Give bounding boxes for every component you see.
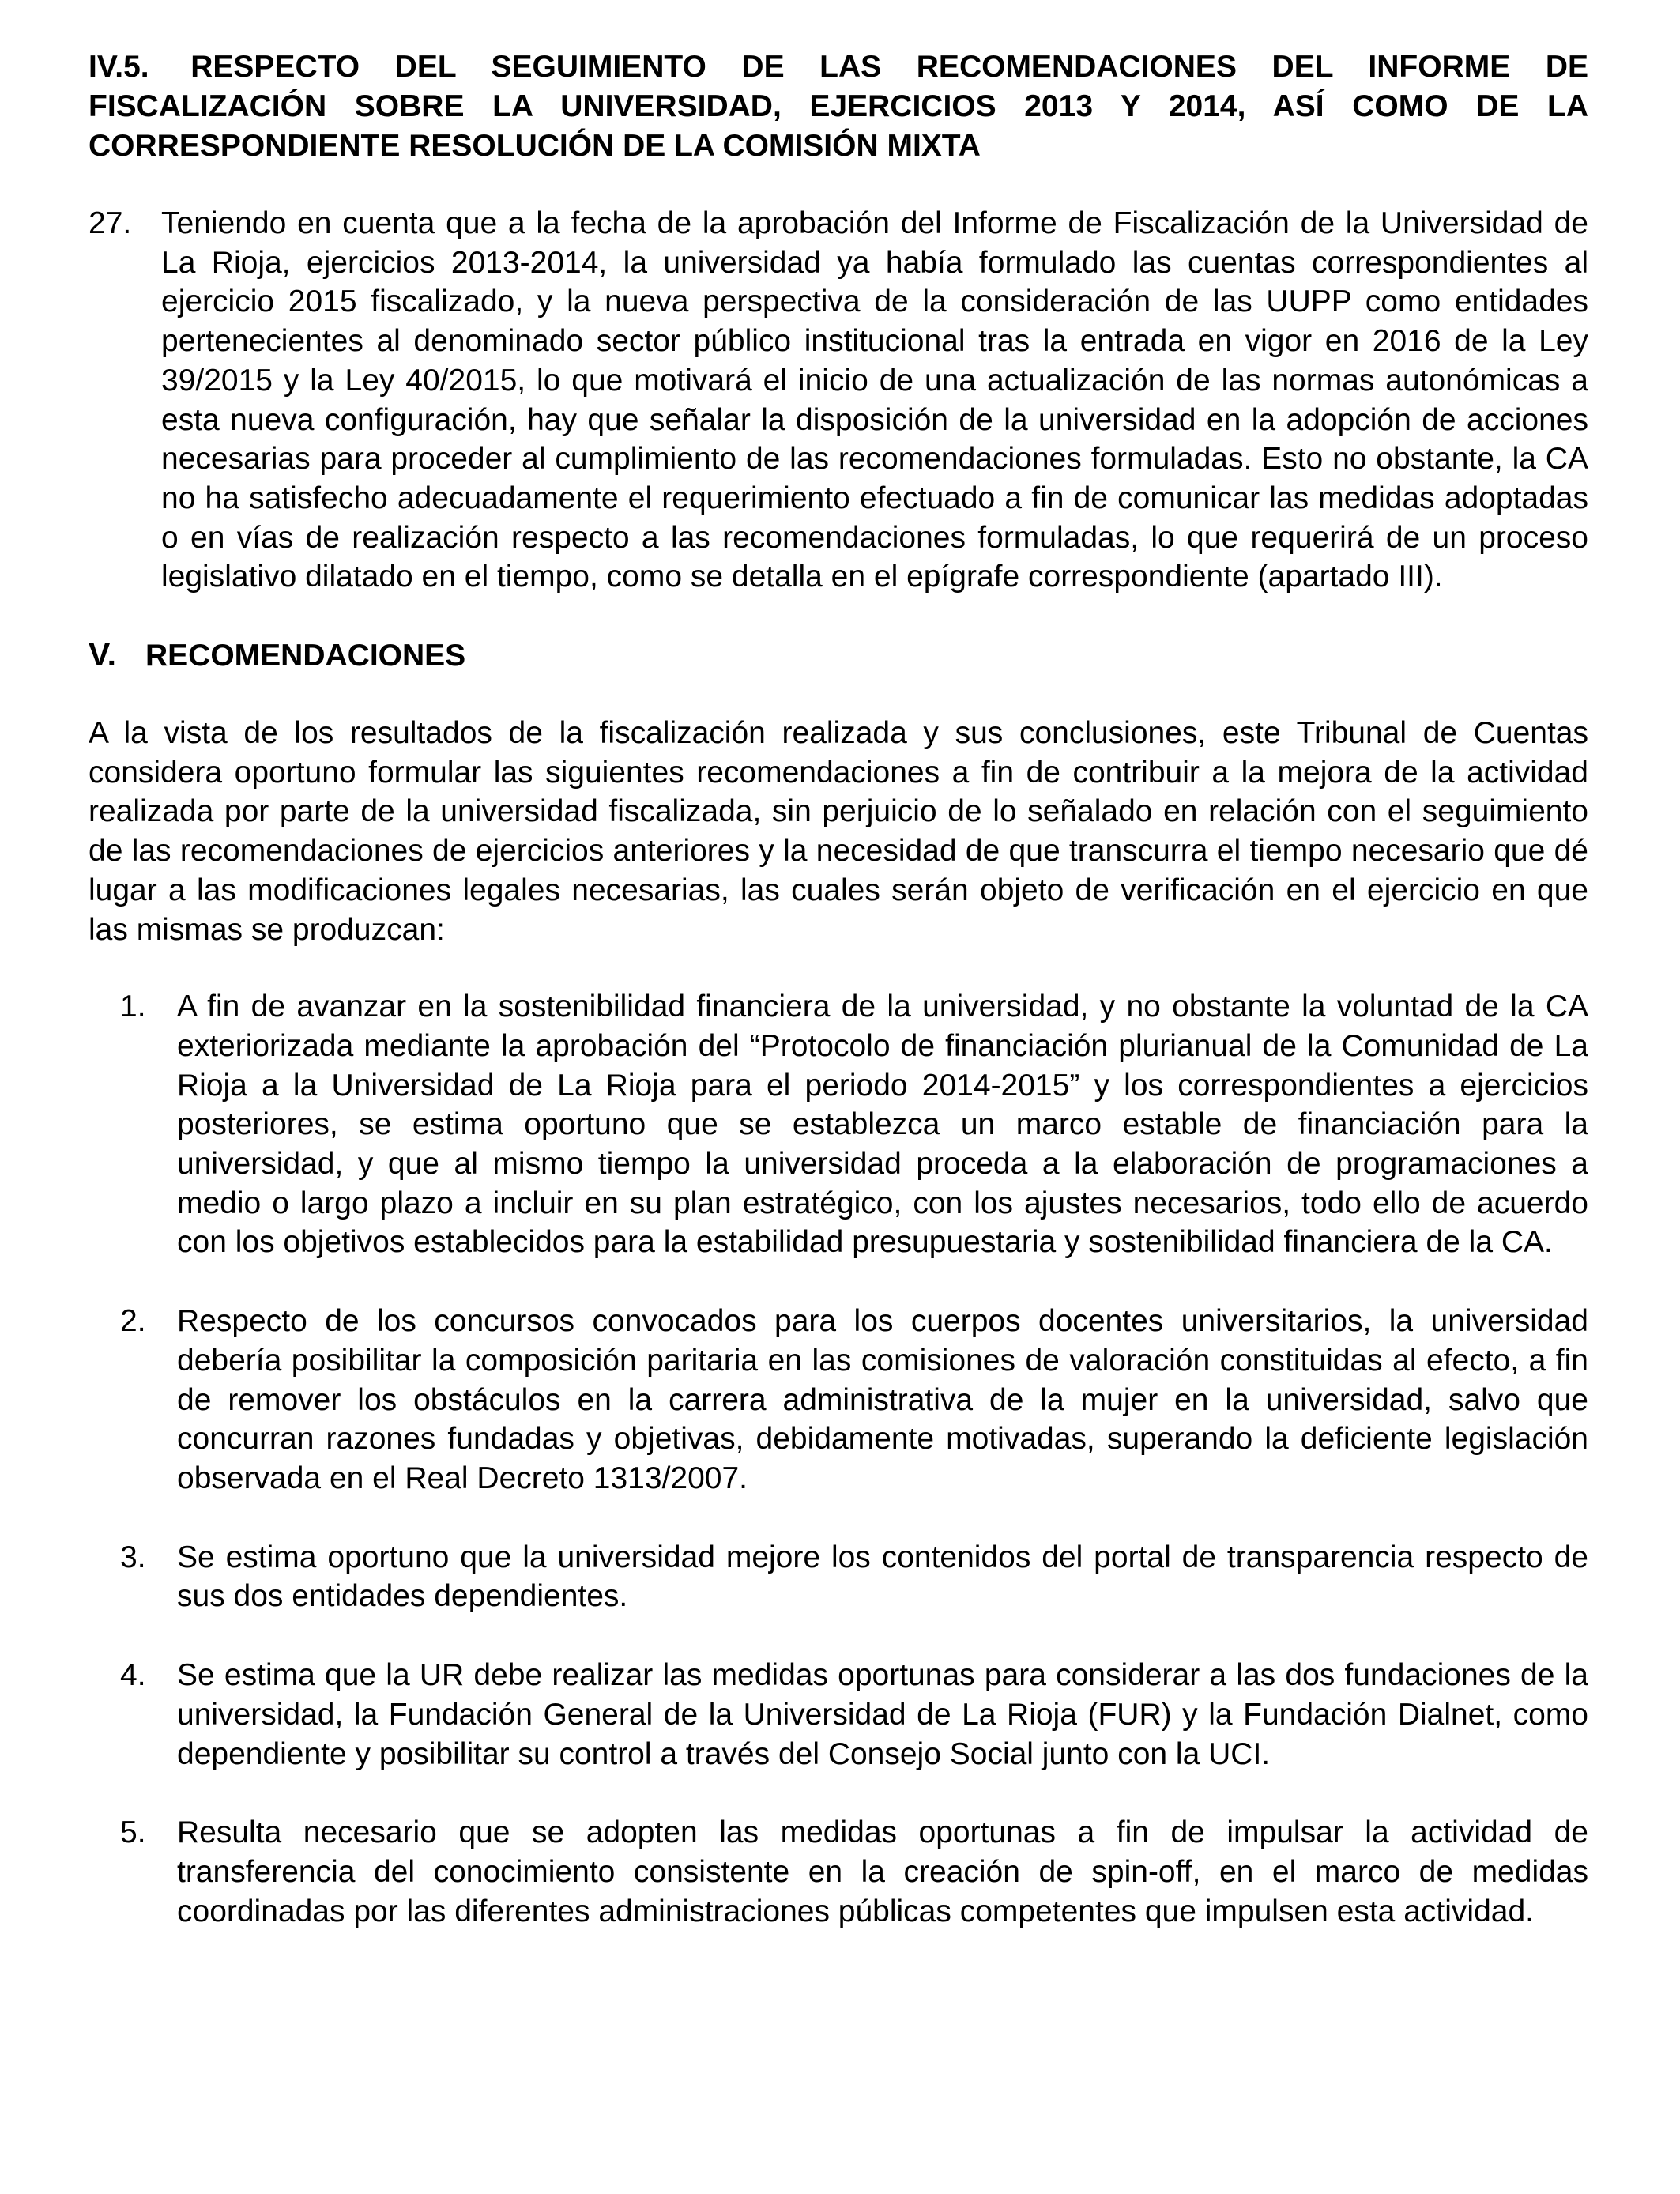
recommendation-text: Se estima oportuno que la universidad mejore los contenidos del portal de transparencia respecto de sus dos entidades dependientes.: [177, 1540, 1588, 1614]
section-title-v: [89, 635, 1588, 676]
recommendation-item: [89, 1656, 1588, 1774]
numbered-paragraph-27: [89, 204, 1588, 597]
recommendation-text: Respecto de los concursos convocados para los cuerpos docentes universitarios, la universidad debería posibilitar la composición paritaria en las comisiones de valoración constituidas al efecto, a fin de remover los obstáculos en la carrera administrativa de la mujer en la universidad, salvo que concurran razones fundadas y objetivas, debidamente motivadas, superando la deficiente legislación observada en el Real Decreto 1313/2007.: [177, 1304, 1588, 1495]
document-page: [89, 47, 1588, 1970]
paragraph-number: 27.: [89, 206, 132, 240]
intro-paragraph: A la vista de los resultados de la fiscalización realizada y sus conclusiones, este Tribunal de Cuentas considera oportuno formular las siguientes recomendaciones a fin de contribuir a la mejora de la actividad realizada por parte de la universidad fiscalizada, sin perjuicio de lo señalado en relación con el seguimiento de las recomendaciones de ejercicios anteriores y la necesidad de que transcurra el tiempo necesario que dé lugar a las modificaciones legales necesarias, las cuales serán objeto de verificación en el ejercicio en que las mismas se produzcan:: [89, 716, 1588, 947]
heading-number: IV.5.: [89, 50, 149, 84]
recommendation-number: 5.: [120, 1815, 146, 1850]
recommendation-text: Se estima que la UR debe realizar las medidas oportunas para considerar a las dos fundaciones de la universidad, la Fundación General de la Universidad de La Rioja (FUR) y la Fundación Dialnet, como dependiente y posibilitar su control a través del Consejo Social junto con la UCI.: [177, 1658, 1588, 1771]
recommendation-text: Resulta necesario que se adopten las medidas oportunas a fin de impulsar la actividad de transferencia del conocimiento consistente en la creación de spin-off, en el marco de medidas coordinadas por las diferentes administraciones públicas competentes que impulsen esta actividad.: [177, 1815, 1588, 1928]
recommendation-text: A fin de avanzar en la sostenibilidad financiera de la universidad, y no obstante la voluntad de la CA exteriorizada mediante la aprobación del “Protocolo de financiación plurianual de la Comunidad de La Rioja a la Universidad de La Rioja para el periodo 2014-2015” y los correspondientes a ejercicios posteriores, se estima oportuno que se establezca un marco estable de financiación para la universidad, y que al mismo tiempo la universidad proceda a la elaboración de programaciones a medio o largo plazo a incluir en su plan estratégico, con los ajustes necesarios, todo ello de acuerdo con los objetivos establecidos para la estabilidad presupuestaria y sostenibilidad financiera de la CA.: [177, 990, 1588, 1260]
heading-text: RESPECTO DEL SEGUIMIENTO DE LAS RECOMENDACIONES DEL INFORME DE FISCALIZACIÓN SOBRE LA UNIVERSIDAD, EJERCICIOS 2013 Y 2014, ASÍ COMO DE LA CORRESPONDIENTE RESOLUCIÓN DE LA COMISIÓN MIXTA: [89, 50, 1589, 163]
recommendation-item: [89, 1538, 1588, 1616]
recommendation-item: [89, 1302, 1588, 1498]
recommendation-item: [89, 987, 1588, 1262]
paragraph-text: Teniendo en cuenta que a la fecha de la aprobación del Informe de Fiscalización de la Universidad de La Rioja, ejercicios 2013-2014, la universidad ya había formulado las cuentas correspondientes al ejercicio 2015 fiscalizado, y la nueva perspectiva de la consideración de las UUPP como entidades pertenecientes al denominado sector público institucional tras la entrada en vigor en 2016 de la Ley 39/2015 y la Ley 40/2015, lo que motivará el inicio de una actualización de las normas autonómicas a esta nueva configuración, hay que señalar la disposición de la universidad en la adopción de acciones necesarias para proceder al cumplimiento de las recomendaciones formuladas. Esto no obstante, la CA no ha satisfecho adecuadamente el requerimiento efectuado a fin de comunicar las medidas adoptadas o en vías de realización respecto a las recomendaciones formuladas, lo que requerirá de un proceso legislativo dilatado en el tiempo, como se detalla en el epígrafe correspondiente (apartado III).: [161, 206, 1588, 594]
recommendation-number: 1.: [120, 990, 146, 1024]
section-number: V.: [89, 636, 116, 673]
recommendation-number: 2.: [120, 1304, 146, 1339]
recommendation-item: [89, 1813, 1588, 1931]
section-title-text: RECOMENDACIONES: [145, 639, 466, 673]
recommendation-number: 3.: [120, 1540, 146, 1574]
recommendations-list: [89, 987, 1588, 1931]
recommendation-number: 4.: [120, 1658, 146, 1693]
section-heading-iv5: [89, 47, 1588, 166]
